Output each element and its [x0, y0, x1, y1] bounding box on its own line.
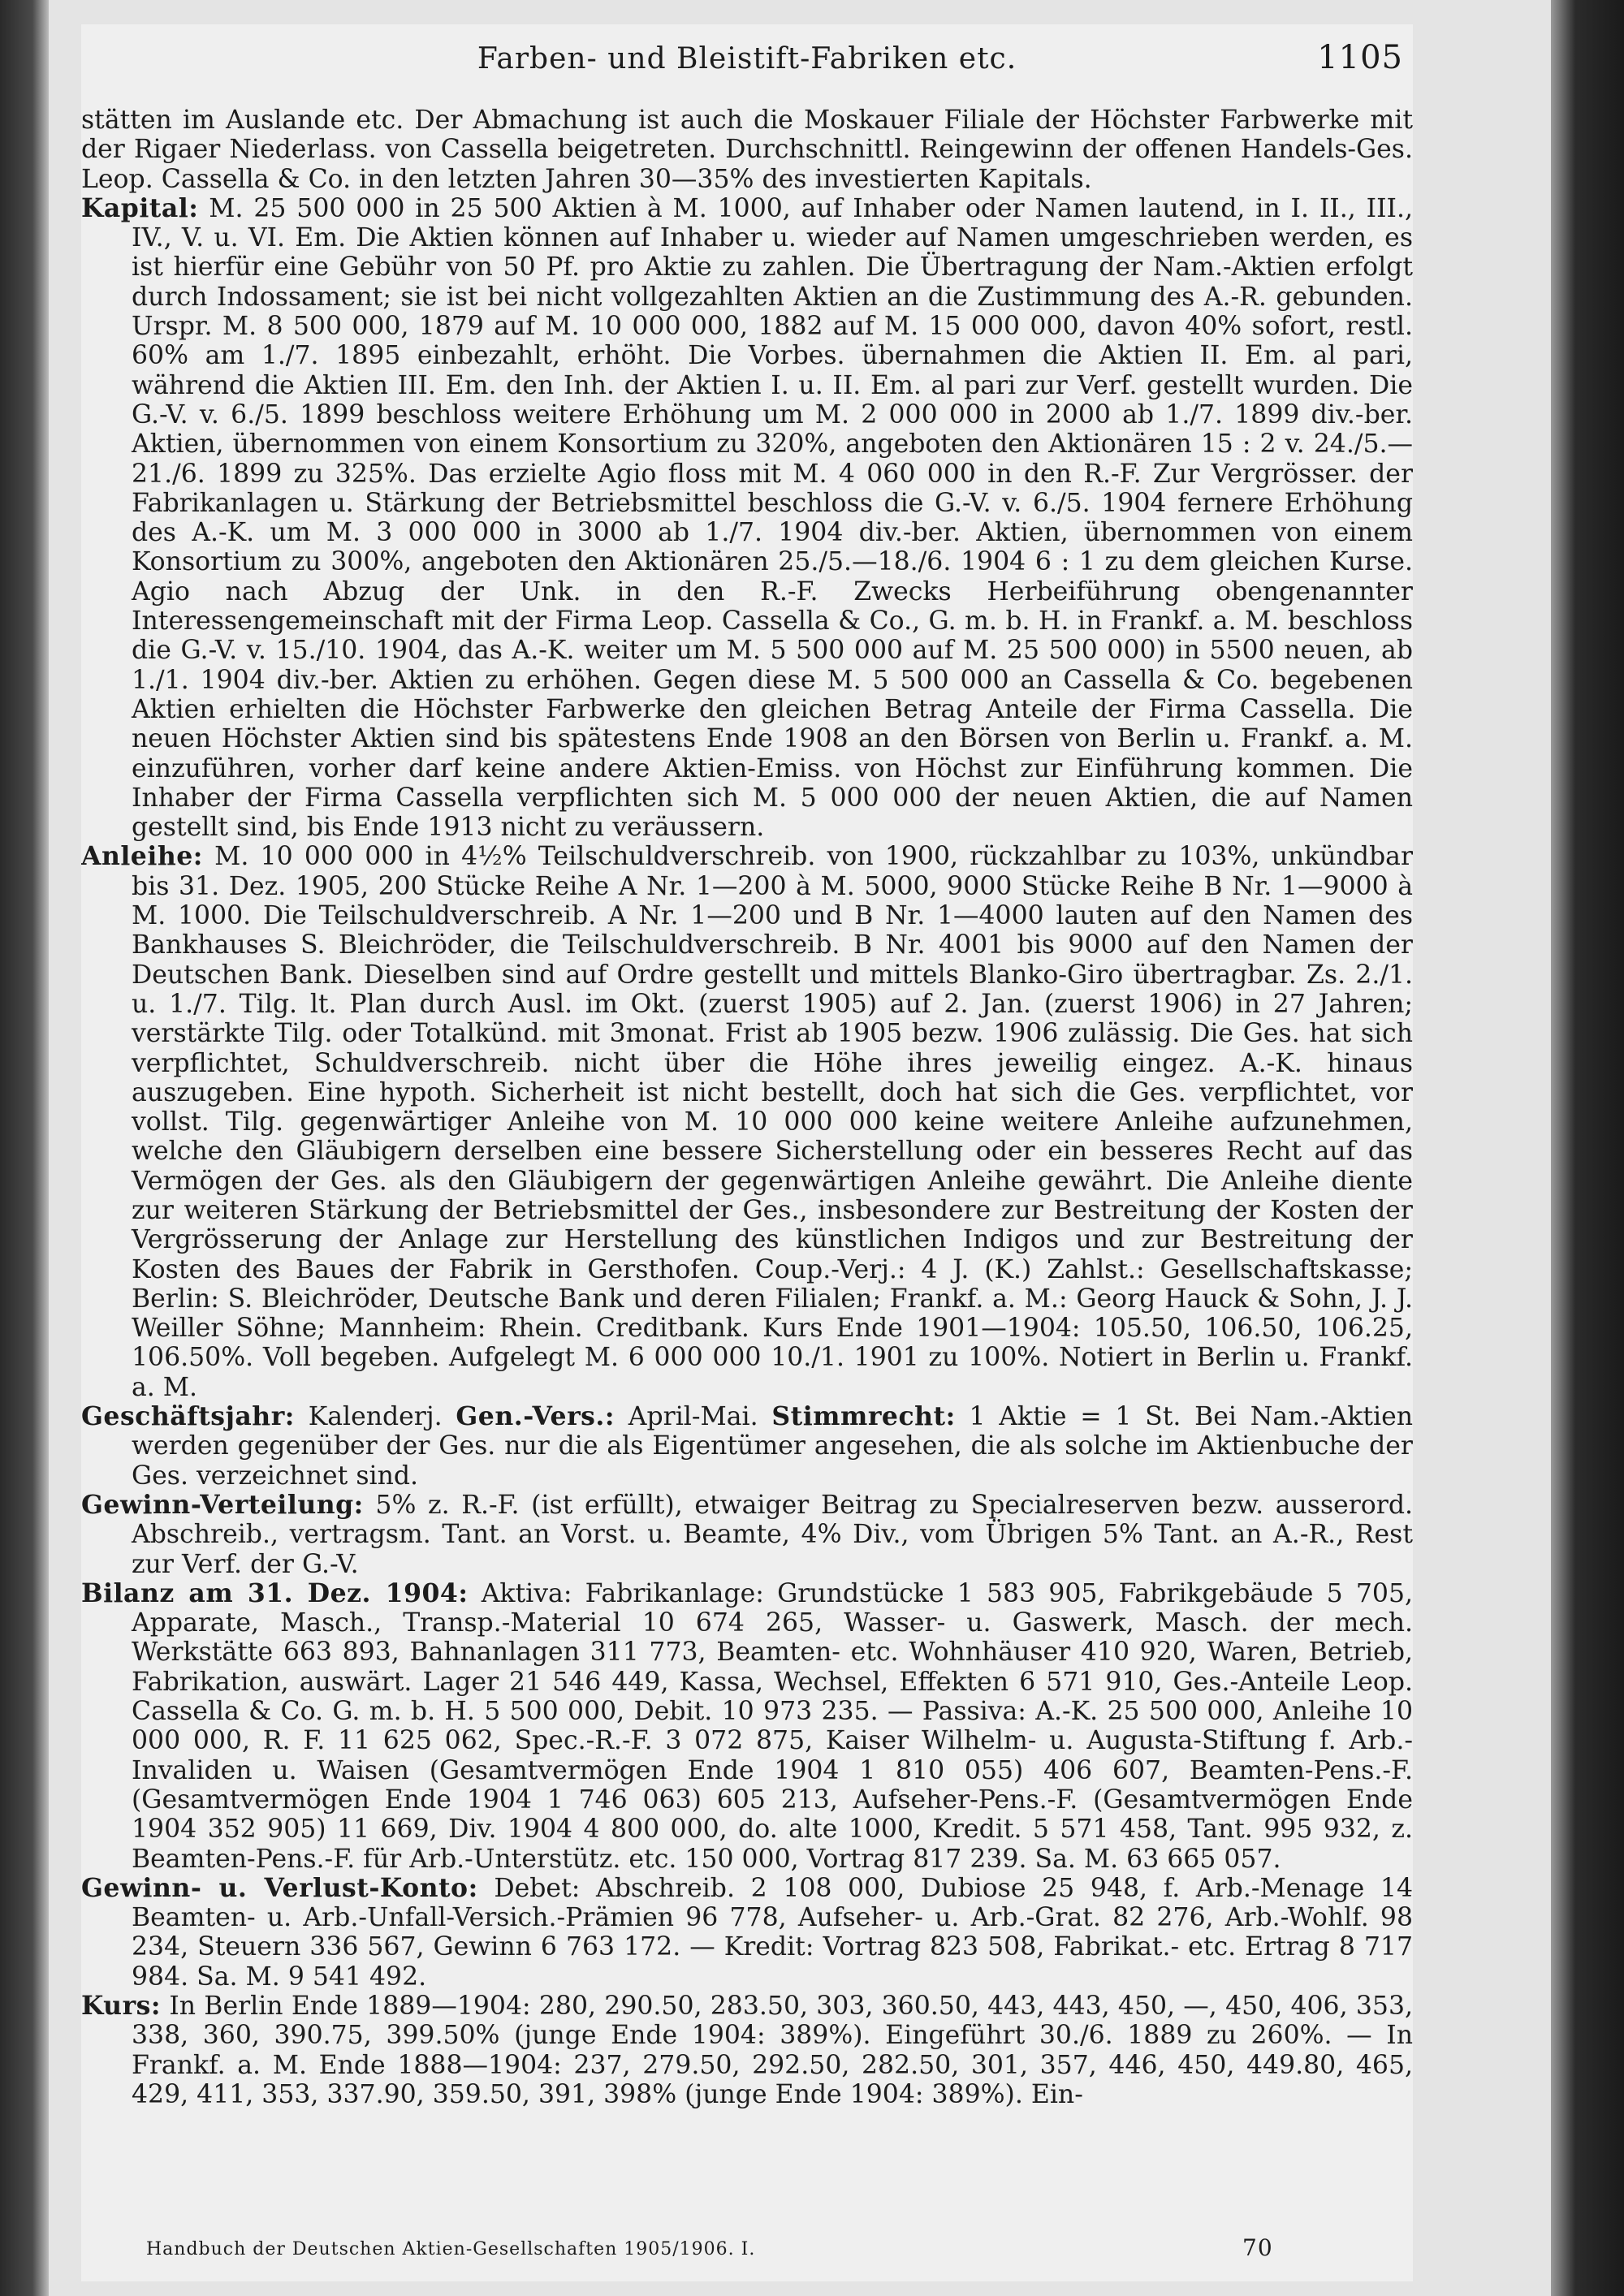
gewinn-verteilung-section	[81, 1491, 1413, 1579]
article-body	[81, 106, 1413, 2233]
scan-right-edge	[1551, 0, 1624, 2296]
stimmrecht-text: 1 Aktie = 1 St. Bei Nam.-Aktien werden gegenüber der Ges. nur die als Eigentümer angesehen, die als solche im Aktienbuche der Ges. verzeichnet sind.	[132, 1402, 1413, 1491]
running-header	[81, 36, 1413, 81]
bilanz-section	[81, 1579, 1413, 1874]
geschaeftsjahr-text: Kalenderj.	[308, 1402, 443, 1432]
page-footer	[146, 2234, 1413, 2272]
kurs-section	[81, 1992, 1413, 2109]
stimmrecht-label: Stimmrecht:	[771, 1401, 956, 1432]
page-number: 1105	[1317, 39, 1403, 76]
bilanz-text: Aktiva: Fabrikanlage: Grundstücke 1 583 905, Fabrikgebäude 5 705, Apparate, Masch., Transp.-Material 10 674 265, Wasser- u. Gaswerk, Masch. der mech. Werkstätte 663 893, Bahnanlagen 311 773, Beamten- etc. Wohnhäuser 410 920, Waren, Betrieb, Fabrikation, auswärt. Lager 21 546 449, Kassa, Wechsel, Effekten 6 571 910, Ges.-Anteile Leop. Cassella & Co. G. m. b. H. 5 500 000, Debit. 10 973 235. — Passiva: A.-K. 25 500 000, Anleihe 10 000 000, R. F. 11 625 062, Spec.-R.-F. 3 072 875, Kaiser Wilhelm- u. Augusta-Stiftung f. Arb.-Invaliden u. Waisen (Gesamtvermögen Ende 1904 1 810 055) 406 607, Beamten-Pens.-F. (Gesamtvermögen Ende 1904 1 746 063) 605 213, Aufseher-Pens.-F. (Gesamtvermögen Ende 1904 352 905) 11 669, Div. 1904 4 800 000, do. alte 1000, Kredit. 5 571 458, Tant. 995 932, z. Beamten-Pens.-F. für Arb.-Unterstütz. etc. 150 000, Vortrag 817 239. Sa. M. 63 665 057.	[132, 1578, 1413, 1874]
scan-left-edge	[0, 0, 49, 2296]
bilanz-label: Bilanz am 31. Dez. 1904:	[81, 1577, 469, 1608]
kurs-text: In Berlin Ende 1889—1904: 280, 290.50, 283.50, 303, 360.50, 443, 443, 450, —, 450, 406, 353, 338, 360, 390.75, 399.50% (junge Ende 1904: 389%). Eingeführt 30./6. 1889 zu 260%. — In Frankf. a. M. Ende 1888—1904: 237, 279.50, 292.50, 282.50, 301, 357, 446, 450, 449.80, 465, 429, 411, 353, 337.90, 359.50, 391, 398% (junge Ende 1904: 389%). Ein-	[132, 1992, 1413, 2109]
anleihe-section	[81, 842, 1413, 1402]
kurs-label: Kurs:	[81, 1991, 162, 2021]
kapital-text: M. 25 500 000 in 25 500 Aktien à M. 1000, auf Inhaber oder Namen lautend, in I. II., III., IV., V. u. VI. Em. Die Aktien können auf Inhaber u. wieder auf Namen umgeschrieben werden, es ist hierfür eine Gebühr von 50 Pf. pro Aktie zu zahlen. Die Übertragung der Nam.-Aktien erfolgt durch Indossament; sie ist bei nicht vollgezahlten Aktien an die Zustimmung des A.-R. gebunden. Urspr. M. 8 500 000, 1879 auf M. 10 000 000, 1882 auf M. 15 000 000, davon 40% sofort, restl. 60% am 1./7. 1895 einbezahlt, erhöht. Die Vorbes. übernahmen die Aktien II. Em. al pari, während die Aktien III. Em. den Inh. der Aktien I. u. II. Em. al pari zur Verf. gestellt wurden. Die G.-V. v. 6./5. 1899 beschloss weitere Erhöhung um M. 2 000 000 in 2000 ab 1./7. 1899 div.-ber. Aktien, übernommen von einem Konsortium zu 320%, angeboten den Aktionären 15 : 2 v. 24./5.—21./6. 1899 zu 325%. Das erzielte Agio floss mit M. 4 060 000 in den R.-F. Zur Vergrösser. der Fabrikanlagen u. Stärkung der Betriebsmittel beschloss die G.-V. v. 6./5. 1904 fernere Erhöhung des A.-K. um M. 3 000 000 in 3000 ab 1./7. 1904 div.-ber. Aktien, übernommen von einem Konsortium zu 300%, angeboten den Aktionären 25./5.—18./6. 1904 6 : 1 zu dem gleichen Kurse. Agio nach Abzug der Unk. in den R.-F. Zwecks Herbeiführung obengenannter Interessengemeinschaft mit der Firma Leop. Cassella & Co., G. m. b. H. in Frankf. a. M. beschloss die G.-V. v. 15./10. 1904, das A.-K. weiter um M. 5 500 000 auf M. 25 500 000) in 5500 neuen, ab 1./1. 1904 div.-ber. Aktien zu erhöhen. Gegen diese M. 5 500 000 an Cassella & Co. begebenen Aktien erhielten die Höchster Farbwerke den gleichen Betrag Anteile der Firma Cassella. Die neuen Höchster Aktien sind bis spätestens Ende 1908 an den Börsen von Berlin u. Frankf. a. M. einzuführen, vorher darf keine andere Aktien-Emiss. von Höchst zur Einführung kommen. Die Inhaber der Firma Cassella verpflichten sich M. 5 000 000 der neuen Aktien, die auf Namen gestellt sind, bis Ende 1913 nicht zu veräussern.	[132, 193, 1413, 843]
intro-text: stätten im Auslande etc. Der Abmachung ist auch die Moskauer Filiale der Höchster Farbwerke mit der Rigaer Niederlass. von Cassella beigetreten. Durchschnittl. Reingewinn der offenen Handels-Ges. Leop. Cassella & Co. in den letzten Jahren 30—35% des investierten Kapitals.	[81, 106, 1413, 194]
gewinn-verlust-section	[81, 1874, 1413, 1992]
intro-paragraph	[81, 106, 1413, 194]
geschaeftsjahr-label: Geschäftsjahr:	[81, 1401, 295, 1432]
gewinn-verlust-label: Gewinn- u. Verlust-Konto:	[81, 1872, 478, 1903]
anleihe-text: M. 10 000 000 in 4½% Teilschuldverschreib. von 1900, rückzahlbar zu 103%, unkündbar bis 31. Dez. 1905, 200 Stücke Reihe A Nr. 1—200 à M. 5000, 9000 Stücke Reihe B Nr. 1—9000 à M. 1000. Die Teilschuldverschreib. A Nr. 1—200 und B Nr. 1—4000 lauten auf den Namen des Bankhauses S. Bleichröder, die Teilschuldverschreib. B Nr. 4001 bis 9000 auf den Namen der Deutschen Bank. Dieselben sind auf Ordre gestellt und mittels Blanko-Giro übertragbar. Zs. 2./1. u. 1./7. Tilg. lt. Plan durch Ausl. im Okt. (zuerst 1905) auf 2. Jan. (zuerst 1906) in 27 Jahren; verstärkte Tilg. oder Totalkünd. mit 3monat. Frist ab 1905 bezw. 1906 zulässig. Die Ges. hat sich verpflichtet, Schuldverschreib. nicht über die Höhe ihres jeweilig eingez. A.-K. hinaus auszugeben. Eine hypoth. Sicherheit ist nicht bestellt, doch hat sich die Ges. verpflichtet, vor vollst. Tilg. gegenwärtiger Anleihe von M. 10 000 000 keine weitere Anleihe aufzunehmen, welche den Gläubigern derselben eine bessere Sicherstellung oder ein besseres Recht auf das Vermögen der Ges. als den Gläubigern der gegenwärtigen Anleihe gewährt. Die Anleihe diente zur weiteren Stärkung der Betriebsmittel der Ges., insbesondere zur Bestreitung der Kosten der Vergrösserung der Anlage zur Herstellung des künstlichen Indigos und zur Bestreitung der Kosten des Baues der Fabrik in Gersthofen. Coup.-Verj.: 4 J. (K.) Zahlst.: Gesellschaftskasse; Berlin: S. Bleichröder, Deutsche Bank und deren Filialen; Frankf. a. M.: Georg Hauck & Sohn, J. J. Weiller Söhne; Mannheim: Rhein. Creditbank. Kurs Ende 1901—1904: 105.50, 106.50, 106.25, 106.50%. Voll begeben. Aufgelegt M. 6 000 000 10./1. 1901 zu 100%. Notiert in Berlin u. Frankf. a. M.	[132, 842, 1413, 1402]
kapital-section	[81, 194, 1413, 843]
kapital-label: Kapital:	[81, 192, 199, 223]
gen-vers-text: April-Mai.	[628, 1402, 758, 1432]
signature-mark: 70	[1242, 2234, 1273, 2261]
document-page	[81, 24, 1413, 2281]
gen-vers-label: Gen.-Vers.:	[456, 1401, 615, 1432]
gewinn-verlust-text: Debet: Abschreib. 2 108 000, Dubiose 25 948, f. Arb.-Menage 14 Beamten- u. Arb.-Unfall-Versich.-Prämien 96 778, Aufseher- u. Arb.-Grat. 82 276, Arb.-Wohlf. 98 234, Steuern 336 567, Gewinn 6 763 172. — Kredit: Vortrag 823 508, Fabrikat.- etc. Ertrag 8 717 984. Sa. M. 9 541 492.	[132, 1873, 1413, 1992]
footer-text: Handbuch der Deutschen Aktien-Gesellschaften 1905/1906. I.	[146, 2239, 756, 2259]
anleihe-label: Anleihe:	[81, 841, 203, 872]
header-title: Farben- und Bleistift-Fabriken etc.	[477, 42, 1017, 76]
gewinn-verteilung-label: Gewinn-Verteilung:	[81, 1489, 364, 1520]
geschaeftsjahr-section	[81, 1402, 1413, 1491]
gewinn-verteilung-text: 5% z. R.-F. (ist erfüllt), etwaiger Beitrag zu Specialreserven bezw. ausserord. Abschreib., vertragsm. Tant. an Vorst. u. Beamte, 4% Div., vom Übrigen 5% Tant. an A.-R., Rest zur Verf. der G.-V.	[132, 1490, 1413, 1579]
